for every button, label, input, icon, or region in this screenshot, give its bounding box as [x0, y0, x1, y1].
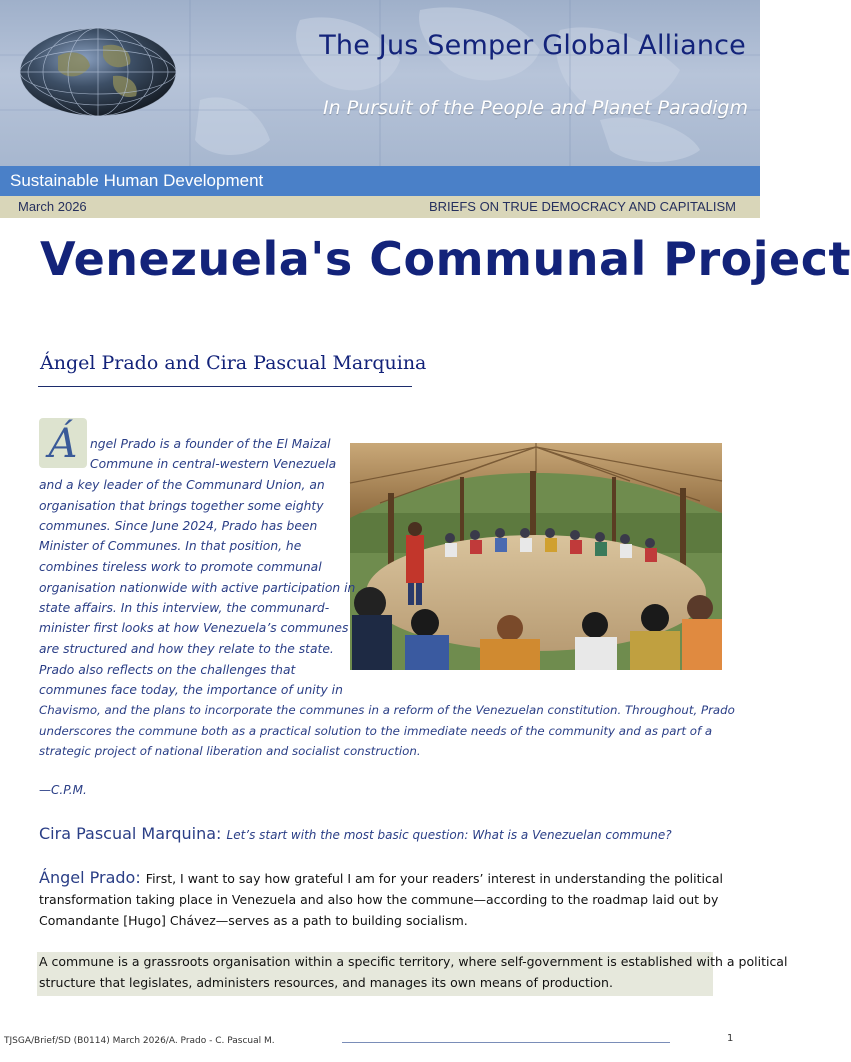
publication-date: March 2026	[18, 199, 87, 214]
document-title: Venezuela's Communal Project	[40, 232, 851, 286]
meeting-photo	[350, 443, 722, 670]
authors-byline: Ángel Prado and Cira Pascual Marquina	[40, 352, 427, 374]
section-bar	[0, 166, 760, 196]
intro-text: Prado also reflects on the challenges that	[39, 663, 296, 677]
intro-text: Commune in central-western Venezuela	[90, 457, 337, 471]
intro-text: Minister of Communes. In that position, he	[39, 539, 302, 553]
author-divider	[38, 386, 412, 387]
organization-name: The Jus Semper Global Alliance	[319, 30, 746, 61]
answer-text: transformation taking place in Venezuela and also how the commune—according to the roadmap laid out by	[39, 892, 719, 907]
header-banner	[0, 0, 760, 166]
intro-text: are structured and how they relate to the state.	[39, 642, 334, 656]
highlighted-text: structure that legislates, administers resources, and manages its own means of production.	[39, 975, 613, 990]
intro-text: underscores the commune both as a practical solution to the immediate needs of the community and as part of a	[39, 724, 713, 738]
intro-text: communes. Since June 2024, Prado has been	[39, 519, 318, 533]
intro-text: minister first looks at how Venezuela’s communes	[39, 621, 349, 635]
intro-text: organisation nationwide with active participation in	[39, 581, 356, 595]
series-label: BRIEFS ON TRUE DEMOCRACY AND CAPITALISM	[429, 199, 736, 214]
highlighted-text: A commune is a grassroots organisation within a specific territory, where self-government is established with a political	[39, 954, 788, 969]
intro-signoff: —C.P.M.	[39, 783, 87, 797]
footer-divider	[342, 1042, 670, 1043]
organization-tagline: In Pursuit of the People and Planet Paradigm	[323, 97, 748, 119]
globe-logo	[18, 26, 178, 118]
intro-text: and a key leader of the Communard Union, an	[39, 478, 325, 492]
intro-text: Chavismo, and the plans to incorporate the communes in a reform of the Venezuelan constitution. Throughout, Prado	[39, 703, 735, 717]
interviewer-name: Cira Pascual Marquina:	[39, 824, 222, 843]
intro-text: state affairs. In this interview, the communard-	[39, 601, 330, 615]
intro-text: combines tireless work to promote communal	[39, 560, 322, 574]
answer-1-lead	[39, 868, 723, 889]
page-number: 1	[727, 1033, 734, 1044]
section-label: Sustainable Human Development	[10, 171, 264, 190]
drop-cap: Á	[39, 418, 87, 468]
answer-text: First, I want to say how grateful I am for your readers’ interest in understanding the political	[145, 871, 724, 886]
intro-text: communes face today, the importance of unity in	[39, 683, 343, 697]
question-text: Let’s start with the most basic question: What is a Venezuelan commune?	[226, 828, 672, 842]
answer-text: Comandante [Hugo] Chávez—serves as a path to building socialism.	[39, 913, 468, 928]
interviewee-name: Ángel Prado:	[39, 868, 141, 887]
intro-text: strategic project of national liberation and socialist construction.	[39, 744, 421, 758]
intro-text: ngel Prado is a founder of the El Maizal	[90, 437, 331, 451]
date-bar	[0, 196, 760, 218]
intro-text: organisation that brings together some eighty	[39, 499, 324, 513]
footer-reference: TJSGA/Brief/SD (B0114) March 2026/A. Prado - C. Pascual M.	[4, 1036, 275, 1046]
question-1	[39, 824, 672, 845]
